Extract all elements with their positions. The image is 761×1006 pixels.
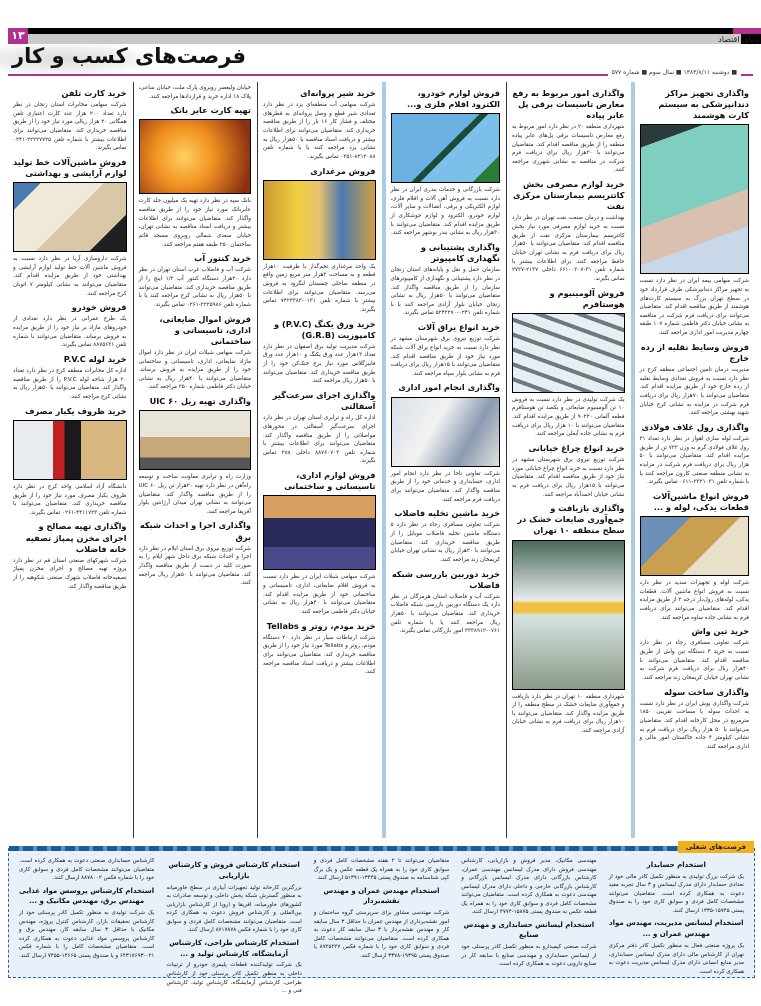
article-headline: واگذاری ساخت سوله [663,686,749,697]
article-photo-aluminium [512,313,625,393]
article-headline: تهیه کارت عابر بانک [170,105,251,116]
article-headline: واگذاری تجهیز مراکز دندانپزشکی به سیستم کارت هوشمند [658,88,749,121]
article-body: شرکت بازرگانی و خدمات بندری ایران در نظر دارد نسبت به فروش آهن آلات و اقلام فلزی، لوازم الکتریکی و برقی، اتصالات و سایر آلات، لوازم خودرو، الکترود و لوازم جوشکاری از طریق مزایده اقدام کند. متقاضیان می‌توانند با ۳۰هزار ریال به نشانی بندر بوشهر مراجعه کنند. [390,187,500,237]
page-number: ۱۳ [8,28,28,44]
article-headline: خرید لوله P.V.C [63,354,127,365]
dateline: ■ دوشنبه ۱۳۸۳/۸/۱۱ ■ سال سوم ■ شماره ۵۷۷ [608,69,741,76]
job-ad-body: یک شرکت تولیدکننده قطعات پلیمری خودرو از ترتیبات داخلی به منظور تکمیل کادر پرسنلی خود از کارشناس طراحی، کارشناس آزمایشگاه، کارشناس تولید، کارشناس فنی و ... [166,962,302,995]
article-body: شهرداری منطقه ۱۰ تهران در نظر دارد بازیافت و جمع‌آوری ضایعات خشک در سطح منطقه را از طریق مزایده واگذار کند. متقاضیان می‌توانند با ۱۰هزار ریال برای دریافت فرم به نشانی خیابان آزادی مراجعه کنند. [512,693,625,735]
article-headline: واگذاری انجام امور اداری [398,382,500,393]
article-headline: خرید دوربین بازرسی شبکه فاضلاب [391,568,500,590]
newspaper-logo: دنیای اقتصاد [718,35,759,44]
article-headline: خرید تین واش [691,626,749,637]
article-headline: خرید انواع چراغ خیابانی [528,442,625,453]
job-ad-body: بزرگترین کارخانه تولید تجهیزات آبیاری در سطح خاورمیانه به منظور گسترش شبکه پخش داخلی و توسعه صادرات به کشورهای خاورمیانه، افریقا و اروپا از کارشناس بازاریابی بین‌المللی و کارشناس فروش دعوت به همکاری کرده است. متقاضیان می‌توانند مشخصات کامل فردی و سوابق کاری خود را با شماره فکس ۸۷۱۷۸۷۸ ارسال کنند. [166,884,302,934]
article-headline: واگذاری تهیه ریل ۶۰ UIC [149,396,251,407]
article-photo-cups [13,420,127,480]
article-body: یک شرکت تولیدی در نظر دارد نسبت به فروش ۱۰ تن آلومینیوم ضایعاتی و یکصد تن هوستافرم قطعه آلمانی ۹۰۲۲۰ از طریق مزایده اقدام کند. متقاضیان می‌توانند با ۱۰ هزار ریال برای دریافت فرم به نشانی جاده آبعلی مراجعه کنند. [512,396,625,438]
article-body: بهداشت و درمان صنعت نفت تهران در نظر دارد نسبت به خرید لوازم مصرفی مورد نیاز بخش کاتتریسم بیمارستان مرکزی نفت از طریق مناقصه اقدام کند. متقاضیان می‌توانند با ۵۰هزار ریال برای دریافت فرم به نشانی تهران خیابان حافظ مراجعه کنند. برای اطلاعات بیشتر با شماره تلفن ۳۱-۶۶۱۰۰۳۰۷ داخلی ۲۱۳۷-۲۷۳۷ تماس بگیرند. [512,215,625,282]
article-body: بانک سپه در نظر دارد تهیه یک میلیون جلد کارت عابربانک مورد نیاز خود را از طریق مناقصه واگذار کند. متقاضیان می‌توانند برای اطلاعات بیشتر و دریافت اسناد مناقصه به نشانی تهران، خیابان سعدی شمالی روبروی مسجد قائم ساختمان ۲۵۰ طبقه هفتم مراجعه کنند. [138,198,251,248]
logo-accent [733,28,761,34]
article-body: شرکت توزیع نیروی برق استان ایلام در نظر دارد اجرا و احداث شبکه برق داخل شهر ایلام را به صورت کلید در دست از طریق مناقصه واگذار کند. متقاضیان می‌توانند با ۵۰هزار ریال مراجعه کنند. [138,545,251,587]
article-headline: واگذاری رول غلاف فولادی [641,421,749,432]
job-ad-body: متقاضیان می‌توانند تا ۲ هفته مشخصات کامل فردی و سوابق کاری خود را به همراه یک قطعه عکس و یک برگ کپی شناسنامه به صندوق پستی ۱۳۴۴۵-۵۱۳۹۱ ارسال کنند. [313,858,450,882]
article-body: اداره کل مخابرات منطقه کرج در نظر دارد تعداد ۲۰ هزار شاخه لوله P.V.C را از طریق مناقصه واگذار کند. متقاضیان می‌توانند با ۵۰هزار ریال به نشانی کرج مراجعه کنند. [13,368,127,401]
article-body: اداره کل راه و ترابری استان تهران در نظر دارد اجرای سرعت‌گیر آسفالتی در محورهای مواصلاتی را از طریق مناقصه واگذار کند. متقاضیان می‌توانند برای اطلاعات بیشتر با شماره تلفن ۸۸۷۶۰۷۰۳ داخلی ۲۸۸ تماس بگیرند. [263,415,376,465]
article-headline: خرید کارت تلفن [61,88,127,98]
article-body: شرکت آب و فاضلاب غرب استان تهران در نظر دارد ۲۰هزار دستگاه کنتور آب ۱/۲ اینچ را از طریق مناقصه خریداری کند. متقاضیان می‌توانند با ۵۰هزار ریال به نشانی کرج مراجعه کنند یا با شماره تلفن ۲۲۲۵۹۸۶-۰۲۶۱ تماس بگیرند. [138,267,251,308]
article-body: شرکت واگذاری پوش ایران در نظر دارد نسبت به احداث سوله با مساحت تقریبی ۱۸۵۰ مترمربع در محل کارخانه اقدام کند. متقاضیان می‌توانند با ۵۰ هزار ریال برای دریافت فرم به نشانی کیلومتر ۳ جاده خاکستان امور مالی و اداری مراجعه کنند. [639,700,750,750]
jobs-column [603,857,750,973]
article-photo-office [391,397,501,467]
jobs-column [160,857,307,995]
article-headline: واگذاری بازیافت و جمع‌آوری ضایعات خشک در سطح منطقه ۱۰ تهران [517,503,625,536]
article-body: شهرداری منطقه ۲۰ در نظر دارد امور مربوط به رفع معارض تاسیسات برقی پل‌های عابر پیاده منطقه را از طریق مناقصه اقدام کند. متقاضیان می‌توانند با ۳۰هزار ریال برای دریافت فرم شرکت در مناقصه به نشانی شهرری مراجعه کنند. [512,124,625,174]
news-column [8,82,133,838]
jobs-box-border [9,846,754,851]
article-body: شرکت سهامی شیلات ایران در نظر دارد نسبت به فروش اقلام ضایعاتی، اداری، تاسیساتی و ساختمانی خود از طریق مزایده اقدام کند. متقاضیان می‌توانند با ۴۰هزار ریال به نشانی خیابان دکتر فاطمی مراجعه کنند. [263,574,376,615]
article-photo-card [139,119,252,194]
article-headline: واگذاری تهیه مصالح و اجرای مخزن پمپاژ تصفیه خانه فاضلاب [25,521,127,554]
article-photo-structure [391,113,501,183]
article-body: شرکت لوله سازی اهواز در نظر دارد تعداد ۳۱ رول غلاف فولادی گرم به وزن ۷۳۳ تن از طریق مزایده اقدام کند. متقاضیان می‌توانند با ۵۰ هزار ریال برای دریافت فرم شرکت در مزایده به نشانی منطقه صنعتی کارون مراجعه کنند یا با شماره تلفن ۳۳۲۱۰۳۱-۰۶۱۱ تماس بگیرند. [639,435,749,486]
article-body: شرکت توزیع نیروی برق شهرستان مشهد در نظر دارد نسبت به خرید انواع چراغ خیابانی مورد نیاز خود از طریق مناقصه اقدام کند. متقاضیان می‌توانند با ۱۵هزار ریال برای دریافت فرم به نشانی خیابان احمدآباد مراجعه کنند. [512,457,625,498]
article-photo-rail [139,410,252,470]
job-ad-body: یک شرکت بزرگ تولیدی به منظور تکمیل کادر مالی خود از تعدادی حسابدار دارای مدرک لیسانس و ۳ سال تجربه مفید دعوت به همکاری کرده است. متقاضیان می‌توانند مشخصات کامل فردی و سوابق کاری خود را به صندوق پستی ۱۵۷۴۵-۱۳۳۵ ارسال کنند. [608,873,744,914]
article-headline: فروش انواع ماشین‌آلات قطعات یدکی، لوله و ... [653,490,749,512]
article-headline: خرید شیر پروانه‌ای [300,88,376,98]
article-headline: خرید ماشین تخلیه فاضلاب [394,508,500,519]
article-photo-machine [640,516,750,576]
job-ad-body: کارشناس حسابداری صنعتی دعوت به همکاری کرده است. متقاضیان می‌توانند مشخصات کامل فردی و سوابق کاری خود را با شماره فکس ۸۸۷۸۰۰۲ ارسال کنند. [18,858,155,882]
article-photo-dentist [640,124,750,274]
article-headline: خرید لوازم مصرفی بخش کاتتریسم بیمارستان مرکزی نفت [512,179,625,212]
jobs-section-tag: فرصت‌های شغلی [678,841,754,853]
article-body: شرکت ارتباطات سیار در نظر دارد ۲۰ دستگاه مودم، روتر و Tellabs مورد نیاز خود را از طریق مناقصه خریداری کند. متقاضیان می‌توانند برای اطلاعات بیشتر و دریافت اسناد مناقصه مراجعه کنند. [263,634,376,676]
job-ad-title: استخدام لیسانس حسابداری و مهندس صنایع [463,920,595,940]
article-body: شرکت سهامی مخابرات استان زنجان در نظر دارد تعداد ۲۰۰ هزار عدد کارت اعتباری تلفن همگانی ۲۰ هزار ریالی مورد نیاز خود را از طریق مناقصه خریداری کند. متقاضیان می‌توانند برای اطلاعات بیشتر با شماره تلفن ۲۲۲۲۷۷۲۵-۰۲۴۱ تماس بگیرند. [13,102,127,152]
article-headline: خرید انواع یراق آلات [417,322,500,333]
article-body: شرکت آب و فاضلاب استان هرمزگان در نظر دارد یک دستگاه دوربین بازرسی شبکه فاضلاب خریداری کند. متقاضیان می‌توانند با ۵۰هزار ریال مراجعه کنند یا با شماره تلفن ۰۷۶۱-۳۳۳۸۹۱۲ امور بازرگانی تماس بگیرند. [390,593,500,635]
jobs-columns [13,857,750,995]
article-body: شرکت مدیریت تولید برق اصفهان در نظر دارد تعداد ۱۳هزار عدد ورق یکنگ و ۱۰هزار عدد ورق فایبرگلاس مورد نیاز برج خنک‌کن خود را از طریق مناقصه خریداری کند. متقاضیان می‌توانند با ۵۰هزار ریال مراجعه کنند. [263,343,376,385]
article-headline: فروش وسایط نقلیه از رده خارج [640,341,749,363]
article-photo-recycling [512,540,625,690]
job-ad-body: یک شرکت تولیدی به منظور تکمیل کادر پرسنلی خود از کارشناس تحقیقات بازار، کارشناس کنترل پروژه، مهندس مکانیک با حداقل ۳ سال سابقه کار، مهندس برق و کارشناس پروسس مواد غذایی دعوت به همکاری کرده است. متقاضیان مشخصات کامل را با شماره فکس ۰۲۱-۶۴۳۱۷۶۹۳ و یا صندوق پستی ۱۴۶۶۵-۷۴۵۵ ارسال کنند. [18,910,155,959]
article-body: خیابان ولیعصر روبروی پارک ملت، خیابان ساعی، پلاک ۱۸ اداره خرید و قراردادها مراجعه کنند. [138,85,251,100]
article-headline: فروش اموال ضایعاتی، اداری، تاسیساتی و ساختمانی [159,313,251,346]
article-photo-cosmetics [13,182,127,252]
job-ad-title: استخدام کارشناس پروسس مواد غذایی مهندس برق، مهندس مکانیک و ... [19,886,155,906]
job-ad-title: استخدام کارشناس طراحی، کارشناس آزمایشگاه، کارشناس تولید و ... [169,938,299,958]
jobs-column [455,857,602,973]
article-body: وزارت راه و ترابری معاونت ساخت و توسعه راه‌آهن در نظر دارد تهیه ۲۰هزار تن ریل ۶۰ UIC را از طریق مناقصه واگذار کند. متقاضیان می‌توانند به نشانی تهران میدان آرژانتین بلوار آفریقا مراجعه کنند. [138,474,252,515]
article-headline: فروش لوازم اداری، تاسیساتی و ساختمانی [284,470,376,492]
article-body: یک واحد مرغداری تخم‌گذار با ظرفیت ۱۰هزار قطعه و به مساحت ۳هزار متر مربع زمین واقع در منطقه ساحلی چمستان لنگرود به فروش می‌رسد. متقاضیان می‌توانند برای اطلاعات بیشتر با شماره تلفن ۰۱۳۱-۷۴۲۳۳۸۳ تماس بگیرند. [263,263,376,313]
section-title: فرصت‌های کسب و کار [12,44,247,68]
job-ad-body: یک پروژه صنعتی فعال به منظور تکمیل کادر دفتر مرکزی تهران از کارشناس مالی دارای مدرک لیسانس حسابداری، مدیر منابع انسانی دارای مدرک لیسانس مدیریت دعوت به همکاری کرده است. [608,943,744,975]
article-headline: خرید مودم، روتر و Tellabs [266,620,376,631]
masthead-gray-band [20,34,741,44]
jobs-column [308,857,455,973]
article-headline: فروش مرغداری [310,165,376,176]
article-body: شرکت تعاونی مسافری رجاء در نظر دارد ۵ دستگاه ماشین تخلیه فاضلاب موبایل را از طریق مناقصه خریداری کند. متقاضیان می‌توانند با ۲۰هزار ریال به نشانی تهران خیابان کریمخان زند مراجعه کنند. [390,522,500,563]
article-headline: فروش آلومینیوم و هوستافرم [549,287,625,309]
news-column [506,82,631,838]
article-headline: خرید ظروف یکبار مصرف [25,405,127,416]
article-body: شرکت داروسازی آریا در نظر دارد نسبت به فروش ماشین آلات خط تولید لوازم آرایشی و بهداشتی خود از طریق مزایده اقدام کند. متقاضیان می‌توانند به نشانی کیلومتر ۷ اتوبان کرج مراجعه کنند. [13,256,127,297]
news-column [133,82,258,838]
article-body: سازمان حمل و نقل و پایانه‌های استان زنجان در نظر دارد پشتیبانی و نگهداری از کامپیوترهای سازمان را از طریق مناقصه واگذار کند. متقاضیان می‌توانند با ۵۰هزار ریال به نشانی زنجان خیابان بلوار آزادی مراجعه کنند یا با شماره تلفن ۰۲۴۱-۵۲۴۲۲۷۰ تماس بگیرند. [390,267,500,317]
news-column [382,82,507,838]
article-body: یک طرح عمرانی در نظر دارد تعدادی از خودروهای مازاد بر نیاز خود را از طریق مزایده به فروش برساند. متقاضیان می‌توانند با شماره تلفن ۸۸۷۵۶۳۱ تماس بگیرند. [13,316,127,349]
article-headline: فروش خودرو [71,302,127,313]
article-body: شرکت توزیع نیروی برق شهرستان مشهد در نظر دارد نسبت به خرید انواع یراق آلات شبکه مورد نیاز خود از طریق مناقصه اقدام کند. متقاضیان می‌توانند با ۱۵هزار ریال برای دریافت فرم به نشانی بلوار سپاه مراجعه کنند. [390,336,500,377]
article-headline: واگذاری اجرای سرعت‌گیر آسفالتی [272,390,376,412]
job-ad-title: استخدام حسابدار [646,861,706,869]
article-body: شرکت لوله و تجهیزات سدید در نظر دارد نسبت به فروش انواع ماشین آلات، قطعات یدکی، لوله‌های رول‌دار درجه ۲ از طریق مزایده اقدام کند. متقاضیان می‌توانند برای دریافت فرم به نشانی جاده ساوه مراجعه کنند. [639,579,749,621]
job-ad-title: استخدام لیسانس مدیریت، مهندس مواد مهندس عمران و ... [609,919,744,939]
article-body: شرکت تعاونی مسافری رجاء در نظر دارد نسبت به خرید ۴ دستگاه تین واش از طریق مناقصه اقدام کند. متقاضیان می‌توانند با ۴۰هزار ریال برای دریافت فرم شرکت به نشانی تهران خیابان کریمخان زند مراجعه کنند. [639,640,749,681]
article-body: شرکت سهامی بیمه ایران در نظر دارد نسبت به تجهیز مراکز دندانپزشکی طرف قرارداد خود در سطح تهران بزرگ به سیستم کارت‌های هوشمند از طریق مناقصه اقدام کند. متقاضیان می‌توانند برای دریافت فرم شرکت در مناقصه به نشانی خیابان دکتر فاطمی شماره ۱۰۷ طبقه چهارم مدیریت امور اداری مراجعه کنند. [639,278,750,337]
job-ad-title: استخدام مهندس عمران و مهندس نقشه‌بردار [323,886,440,906]
article-headline: فروش لوازم خودرو، الکترود اقلام فلزی و... [406,88,500,110]
job-ad-body: مهندسی مکانیک، مدیر فروش و بازاریابی، کارشناس مهندسی فروش دارای مدرک لیسانس مهندسی عمران، کارشناس بازرگانی دارای مدرک لیسانس بازرگانی و کارشناس بازرگانی خارجی و داخلی دارای مدرک لیسانس مهندسی دعوت به همکاری کرده است. متقاضیان می‌توانند مشخصات کامل فردی و سوابق کاری خود را به همراه یک قطعه عکس به صندوق پستی ۱۵۸۷۵-۴۷۷۴ ارسال کنند. [461,858,597,916]
jobs-column [13,857,160,973]
article-body: شرکت سهامی آب منطقه‌ای یزد در نظر دارد تعدادی شیر قطع و وصل پروانه‌ای به قطرهای مختلف و فشار کار ۱۶ بار را از طریق مناقصه خریداری کند. متقاضیان می‌توانند برای اطلاعات بیشتر و دریافت اسناد مناقصه با ۵۰هزار ریال به نشانی یزد مراجعه کنند یا با شماره تلفن ۸۲۱۲۰۸۸-۰۳۵۱ تماس بگیرند. [263,102,376,160]
article-headline: خرید کنتور آب [194,253,251,264]
news-column [257,82,382,838]
article-body: مدیریت درمان تامین اجتماعی منطقه کرج در نظر دارد نسبت به فروش تعدادی وسایط نقلیه از رده خارج خود از طریق مزایده اقدام کند. متقاضیان می‌توانند با ۷۰هزار ریال برای دریافت فرم شرکت در مزایده به نشانی کرج خیابان شهید بهشتی مراجعه کنند. [639,366,749,417]
job-ad-body: شرکت مهندسی مشاور برای سرپرستی گروه ساختمان و امور نقشه‌برداری از مهندس عمران با حداقل ۳ سال سابقه کار و مهندس نقشه‌بردار با ۳ سال سابقه کار دعوت به همکاری کرده است. متقاضیان می‌توانند مشخصات کامل فردی و سوابق کاری خود را با شماره فکس ۸۷۲۵۲۲۷ یا صندوق پستی ۱۹۳۹۵-۳۳۷۸ ارسال کنند. [313,910,450,959]
job-ad-title: استخدام کارشناس فروش و کارشناس بازاریابی [168,861,300,880]
article-headline: خرید ورق یکنگ (P.V.C) و کامپوزیت (G.R.B) [274,318,376,340]
article-body: دانشگاه آزاد اسلامی واحد کرج در نظر دارد ظروف یکبار مصرف مورد نیاز خود را از طریق مناقصه خریداری کند. متقاضیان می‌توانند با شماره تلفن ۴۴۱۱۷۲۳-۰۲۶۱ تماس بگیرند. [13,483,127,516]
article-headline: واگذاری اجرا و احداث شبکه برق [139,520,251,542]
article-body: شرکت تعاونی ناجا در نظر دارد انجام امور اداری، حسابداری و خدماتی خود را از طریق مناقصه واگذار کند. متقاضیان می‌توانند برای دریافت فرم مراجعه کنند. [390,470,500,503]
article-photo-poultry [263,180,376,260]
article-headline: واگذاری امور مربوط به رفع معارض تاسیسات برقی پل عابر پیاده [512,88,625,121]
news-column [631,82,756,838]
article-body: شرکت سهامی شیلات ایران در نظر دارد اموال مازاد ضایعاتی، اداری، تاسیساتی و ساختمانی خود را از طریق مزایده به فروش برساند. متقاضیان می‌توانند با ۴۰هزار ریال به نشانی خیابان دکتر فاطمی شماره ۲۵۰ مراجعه کنند. [138,349,251,391]
article-columns [8,82,755,838]
job-ad-body: شرکت صنعتی کیمیدارو به منظور تکمیل کادر پرسنلی خود از لیسانس حسابداری و مهندسی صنایع با سابقه کار در صنایع دارویی دعوت به همکاری کرده است. [461,944,597,968]
article-body: شرکت شهرکهای صنعتی استان قم در نظر دارد پروژه تهیه مصالح و اجرای مخزن پمپاژ تصفیه‌خانه فاضلاب شهرک صنعتی شکوهیه را از طریق مناقصه واگذار کند. [13,557,127,590]
article-headline: واگذاری پشتیبانی و نگهداری کامپیوتر [420,242,500,264]
article-photo-meeting [263,495,376,570]
article-headline: فروش ماشین‌آلات خط تولید لوازم آرایشی و بهداشتی [13,157,127,179]
jobs-box [8,843,755,995]
